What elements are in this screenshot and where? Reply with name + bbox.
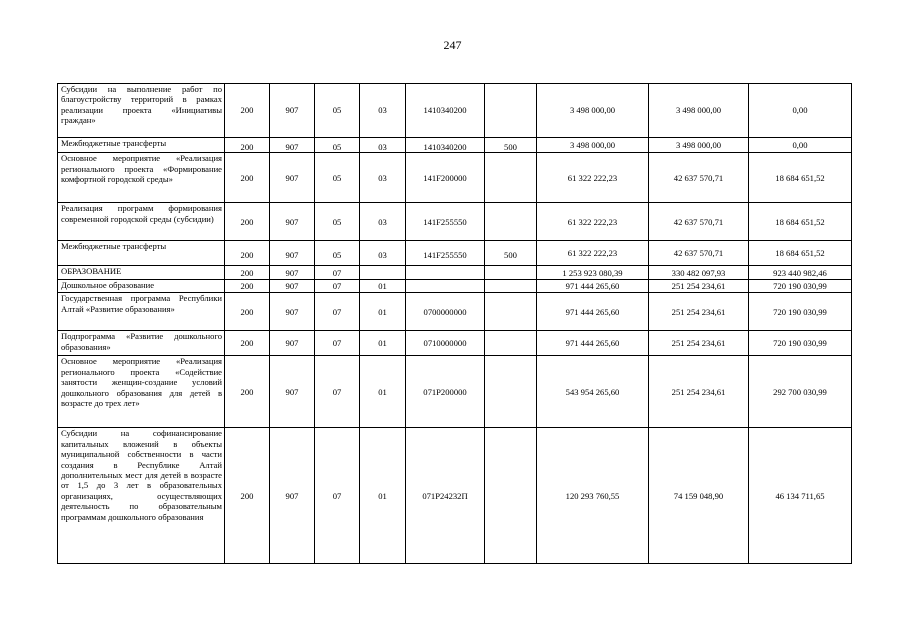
row-section-code: 05: [315, 138, 360, 153]
row-amount-col2: 251 254 234,61: [649, 356, 749, 428]
row-expense-type: [485, 280, 537, 293]
row-amount-col3: 292 700 030,99: [749, 356, 852, 428]
row-amount-total: 971 444 265,60: [537, 331, 649, 356]
row-name: Подпрограмма «Развитие дошкольного образования»: [58, 331, 225, 356]
row-department-code: 907: [270, 138, 315, 153]
row-section-code: 07: [315, 266, 360, 280]
row-subsection-code: [360, 266, 406, 280]
row-target-article: 141F255550: [406, 203, 485, 241]
row-expense-type: 500: [485, 138, 537, 153]
row-amount-col2: 3 498 000,00: [649, 138, 749, 153]
row-expense-type: 500: [485, 241, 537, 266]
row-amount-col2: 3 498 000,00: [649, 84, 749, 138]
row-department-code: 907: [270, 153, 315, 203]
row-section-code: 05: [315, 203, 360, 241]
row-expense-type: [485, 331, 537, 356]
budget-table: [57, 83, 852, 564]
row-department-code: 907: [270, 280, 315, 293]
row-amount-total: 61 322 222,23: [537, 241, 649, 266]
row-name: Реализация программ формирования современной городской среды (субсидии): [58, 203, 225, 241]
row-name: ОБРАЗОВАНИЕ: [58, 266, 225, 280]
row-section-code: 07: [315, 293, 360, 331]
row-amount-col3: 720 190 030,99: [749, 280, 852, 293]
row-department-code: 907: [270, 203, 315, 241]
row-name: Субсидии на выполнение работ по благоустройству территорий в рамках реализации проекта «Инициативы граждан»: [58, 84, 225, 138]
row-subsection-code: 01: [360, 293, 406, 331]
row-name: Дошкольное образование: [58, 280, 225, 293]
row-department-code: 907: [270, 428, 315, 564]
row-amount-total: 120 293 760,55: [537, 428, 649, 564]
row-amount-total: 971 444 265,60: [537, 280, 649, 293]
row-subsection-code: 03: [360, 138, 406, 153]
row-target-article: 141F200000: [406, 153, 485, 203]
row-target-article: 0710000000: [406, 331, 485, 356]
table-row: [58, 241, 852, 266]
row-subsection-code: 01: [360, 280, 406, 293]
page-number: 247: [443, 38, 462, 52]
row-target-article: [406, 266, 485, 280]
row-amount-total: 61 322 222,23: [537, 153, 649, 203]
row-department-code: 907: [270, 266, 315, 280]
row-section-code: 07: [315, 428, 360, 564]
table-row: [58, 138, 852, 153]
row-chapter-code: 200: [225, 241, 270, 266]
row-subsection-code: 01: [360, 331, 406, 356]
row-target-article: 1410340200: [406, 138, 485, 153]
table-row: [58, 356, 852, 428]
row-subsection-code: 01: [360, 356, 406, 428]
row-amount-total: 1 253 923 080,39: [537, 266, 649, 280]
row-amount-col2: 42 637 570,71: [649, 241, 749, 266]
row-amount-col2: 251 254 234,61: [649, 331, 749, 356]
table-row: [58, 266, 852, 280]
row-name: Основное мероприятие «Реализация регионального проекта «Содействие занятости женщин-создание условий дошкольного образования для детей в возрасте до трех лет»: [58, 356, 225, 428]
row-chapter-code: 200: [225, 266, 270, 280]
row-department-code: 907: [270, 84, 315, 138]
row-target-article: 141F255550: [406, 241, 485, 266]
row-target-article: [406, 280, 485, 293]
row-subsection-code: 01: [360, 428, 406, 564]
row-expense-type: [485, 203, 537, 241]
table-row: [58, 84, 852, 138]
row-expense-type: [485, 428, 537, 564]
table-row: [58, 428, 852, 564]
row-expense-type: [485, 293, 537, 331]
row-department-code: 907: [270, 293, 315, 331]
row-name: Субсидии на софинансирование капитальных вложений в объекты муниципальной собственности в части создания в Республике Алтай дополнительных мест для детей в возрасте от 1,5 до 3 лет в образовательных организациях, осуществляющих деятельность по образовательным программам дошкольного образования: [58, 428, 225, 564]
row-amount-col3: 18 684 651,52: [749, 241, 852, 266]
row-amount-col3: 18 684 651,52: [749, 153, 852, 203]
table-row: [58, 280, 852, 293]
row-amount-col3: 0,00: [749, 84, 852, 138]
row-section-code: 05: [315, 241, 360, 266]
row-amount-col3: 18 684 651,52: [749, 203, 852, 241]
row-amount-total: 543 954 265,60: [537, 356, 649, 428]
row-section-code: 07: [315, 280, 360, 293]
row-target-article: 0700000000: [406, 293, 485, 331]
row-target-article: 1410340200: [406, 84, 485, 138]
row-section-code: 05: [315, 84, 360, 138]
table-row: [58, 153, 852, 203]
row-amount-col3: 720 190 030,99: [749, 331, 852, 356]
row-subsection-code: 03: [360, 203, 406, 241]
row-expense-type: [485, 84, 537, 138]
table-row: [58, 293, 852, 331]
row-amount-col3: 0,00: [749, 138, 852, 153]
table-body: [58, 84, 852, 564]
row-chapter-code: 200: [225, 356, 270, 428]
row-expense-type: [485, 153, 537, 203]
row-amount-col2: 251 254 234,61: [649, 280, 749, 293]
table-row: [58, 203, 852, 241]
table-row: [58, 331, 852, 356]
row-subsection-code: 03: [360, 241, 406, 266]
row-expense-type: [485, 356, 537, 428]
row-amount-col3: 720 190 030,99: [749, 293, 852, 331]
row-subsection-code: 03: [360, 153, 406, 203]
row-name: Межбюджетные трансферты: [58, 241, 225, 266]
row-chapter-code: 200: [225, 203, 270, 241]
row-amount-col2: 42 637 570,71: [649, 203, 749, 241]
row-chapter-code: 200: [225, 280, 270, 293]
row-target-article: 071P200000: [406, 356, 485, 428]
row-target-article: 071P24232П: [406, 428, 485, 564]
row-chapter-code: 200: [225, 428, 270, 564]
row-chapter-code: 200: [225, 153, 270, 203]
row-amount-col2: 251 254 234,61: [649, 293, 749, 331]
row-chapter-code: 200: [225, 84, 270, 138]
row-amount-col3: 923 440 982,46: [749, 266, 852, 280]
row-name: Основное мероприятие «Реализация регионального проекта «Формирование комфортной городской среды»: [58, 153, 225, 203]
row-chapter-code: 200: [225, 331, 270, 356]
row-name: Межбюджетные трансферты: [58, 138, 225, 153]
row-amount-total: 3 498 000,00: [537, 84, 649, 138]
row-section-code: 07: [315, 331, 360, 356]
row-name: Государственная программа Республики Алтай «Развитие образования»: [58, 293, 225, 331]
row-chapter-code: 200: [225, 293, 270, 331]
row-department-code: 907: [270, 356, 315, 428]
row-amount-col2: 330 482 097,93: [649, 266, 749, 280]
row-amount-total: 3 498 000,00: [537, 138, 649, 153]
row-section-code: 07: [315, 356, 360, 428]
row-chapter-code: 200: [225, 138, 270, 153]
row-amount-col2: 42 637 570,71: [649, 153, 749, 203]
row-expense-type: [485, 266, 537, 280]
row-amount-total: 61 322 222,23: [537, 203, 649, 241]
row-amount-col2: 74 159 048,90: [649, 428, 749, 564]
row-subsection-code: 03: [360, 84, 406, 138]
row-section-code: 05: [315, 153, 360, 203]
row-department-code: 907: [270, 331, 315, 356]
row-amount-total: 971 444 265,60: [537, 293, 649, 331]
row-amount-col3: 46 134 711,65: [749, 428, 852, 564]
row-department-code: 907: [270, 241, 315, 266]
